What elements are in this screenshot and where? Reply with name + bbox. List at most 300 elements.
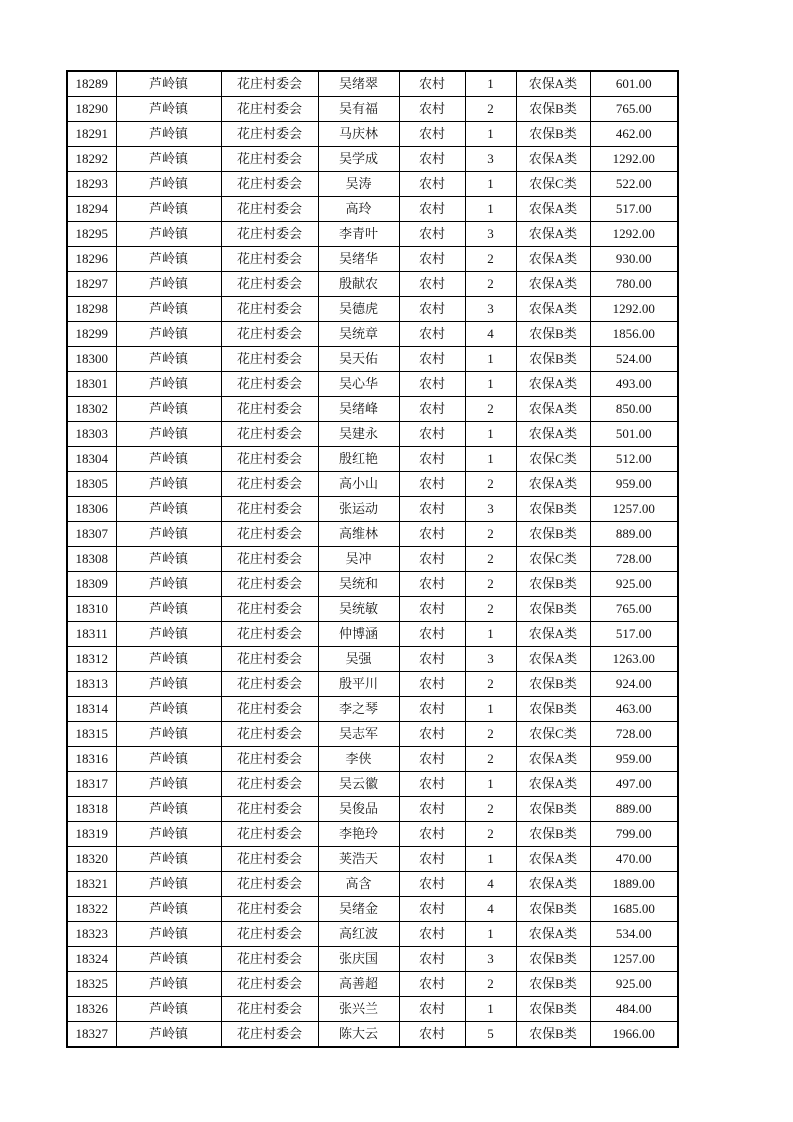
- cell-name: 吴俊品: [318, 797, 399, 822]
- cell-amount: 512.00: [590, 447, 678, 472]
- cell-village: 花庄村委会: [221, 897, 318, 922]
- cell-town: 芦岭镇: [116, 797, 221, 822]
- cell-id: 18290: [67, 97, 116, 122]
- cell-id: 18320: [67, 847, 116, 872]
- cell-id: 18324: [67, 947, 116, 972]
- cell-town: 芦岭镇: [116, 197, 221, 222]
- table-row: [67, 522, 678, 547]
- cell-id: 18321: [67, 872, 116, 897]
- cell-amount: 1292.00: [590, 147, 678, 172]
- cell-residence: 农村: [399, 997, 465, 1022]
- cell-town: 芦岭镇: [116, 697, 221, 722]
- cell-village: 花庄村委会: [221, 472, 318, 497]
- cell-village: 花庄村委会: [221, 147, 318, 172]
- cell-village: 花庄村委会: [221, 747, 318, 772]
- cell-amount: 484.00: [590, 997, 678, 1022]
- cell-category: 农保B类: [516, 697, 590, 722]
- cell-category: 农保B类: [516, 672, 590, 697]
- cell-town: 芦岭镇: [116, 722, 221, 747]
- cell-village: 花庄村委会: [221, 947, 318, 972]
- cell-id: 18297: [67, 272, 116, 297]
- cell-residence: 农村: [399, 822, 465, 847]
- cell-category: 农保C类: [516, 172, 590, 197]
- cell-id: 18323: [67, 922, 116, 947]
- cell-residence: 农村: [399, 697, 465, 722]
- cell-residence: 农村: [399, 597, 465, 622]
- table-row: [67, 322, 678, 347]
- cell-id: 18301: [67, 372, 116, 397]
- cell-name: 马庆林: [318, 122, 399, 147]
- cell-town: 芦岭镇: [116, 347, 221, 372]
- cell-town: 芦岭镇: [116, 372, 221, 397]
- table-body: [67, 71, 678, 1047]
- cell-id: 18319: [67, 822, 116, 847]
- cell-name: 吴学成: [318, 147, 399, 172]
- cell-count: 2: [465, 972, 516, 997]
- cell-town: 芦岭镇: [116, 597, 221, 622]
- cell-name: 吴绪翠: [318, 71, 399, 97]
- cell-id: 18326: [67, 997, 116, 1022]
- cell-id: 18308: [67, 547, 116, 572]
- cell-residence: 农村: [399, 972, 465, 997]
- cell-residence: 农村: [399, 797, 465, 822]
- cell-category: 农保A类: [516, 622, 590, 647]
- cell-name: 张庆国: [318, 947, 399, 972]
- cell-amount: 524.00: [590, 347, 678, 372]
- table-row: [67, 697, 678, 722]
- cell-residence: 农村: [399, 172, 465, 197]
- cell-village: 花庄村委会: [221, 122, 318, 147]
- cell-count: 2: [465, 797, 516, 822]
- cell-village: 花庄村委会: [221, 772, 318, 797]
- cell-id: 18317: [67, 772, 116, 797]
- cell-residence: 农村: [399, 897, 465, 922]
- cell-town: 芦岭镇: [116, 972, 221, 997]
- cell-count: 2: [465, 472, 516, 497]
- cell-village: 花庄村委会: [221, 347, 318, 372]
- cell-id: 18295: [67, 222, 116, 247]
- cell-category: 农保A类: [516, 147, 590, 172]
- cell-amount: 1257.00: [590, 497, 678, 522]
- cell-id: 18303: [67, 422, 116, 447]
- cell-residence: 农村: [399, 847, 465, 872]
- cell-town: 芦岭镇: [116, 647, 221, 672]
- cell-amount: 1966.00: [590, 1022, 678, 1048]
- cell-town: 芦岭镇: [116, 97, 221, 122]
- cell-name: 李艳玲: [318, 822, 399, 847]
- cell-village: 花庄村委会: [221, 672, 318, 697]
- cell-id: 18291: [67, 122, 116, 147]
- cell-id: 18293: [67, 172, 116, 197]
- table-row: [67, 997, 678, 1022]
- table-row: [67, 797, 678, 822]
- cell-category: 农保A类: [516, 372, 590, 397]
- cell-name: 吴绪金: [318, 897, 399, 922]
- table-row: [67, 197, 678, 222]
- cell-amount: 517.00: [590, 622, 678, 647]
- cell-amount: 601.00: [590, 71, 678, 97]
- cell-count: 2: [465, 522, 516, 547]
- table-row: [67, 947, 678, 972]
- table-row: [67, 972, 678, 997]
- table-row: [67, 772, 678, 797]
- cell-amount: 1292.00: [590, 222, 678, 247]
- cell-amount: 1856.00: [590, 322, 678, 347]
- cell-amount: 925.00: [590, 572, 678, 597]
- cell-residence: 农村: [399, 222, 465, 247]
- cell-village: 花庄村委会: [221, 922, 318, 947]
- table-row: [67, 622, 678, 647]
- cell-count: 1: [465, 422, 516, 447]
- cell-category: 农保B类: [516, 797, 590, 822]
- cell-name: 吴有福: [318, 97, 399, 122]
- cell-village: 花庄村委会: [221, 372, 318, 397]
- cell-town: 芦岭镇: [116, 472, 221, 497]
- table-row: [67, 847, 678, 872]
- cell-count: 1: [465, 697, 516, 722]
- cell-residence: 农村: [399, 422, 465, 447]
- cell-amount: 493.00: [590, 372, 678, 397]
- cell-count: 4: [465, 872, 516, 897]
- cell-id: 18294: [67, 197, 116, 222]
- cell-count: 1: [465, 772, 516, 797]
- cell-residence: 农村: [399, 672, 465, 697]
- cell-amount: 463.00: [590, 697, 678, 722]
- cell-town: 芦岭镇: [116, 922, 221, 947]
- cell-id: 18300: [67, 347, 116, 372]
- table-row: [67, 97, 678, 122]
- cell-village: 花庄村委会: [221, 447, 318, 472]
- cell-amount: 780.00: [590, 272, 678, 297]
- cell-town: 芦岭镇: [116, 547, 221, 572]
- cell-name: 吴涛: [318, 172, 399, 197]
- cell-count: 5: [465, 1022, 516, 1048]
- cell-id: 18318: [67, 797, 116, 822]
- cell-amount: 930.00: [590, 247, 678, 272]
- cell-residence: 农村: [399, 1022, 465, 1048]
- table-row: [67, 822, 678, 847]
- cell-count: 3: [465, 947, 516, 972]
- cell-town: 芦岭镇: [116, 122, 221, 147]
- cell-count: 2: [465, 822, 516, 847]
- cell-residence: 农村: [399, 197, 465, 222]
- cell-id: 18306: [67, 497, 116, 522]
- cell-amount: 534.00: [590, 922, 678, 947]
- cell-amount: 889.00: [590, 797, 678, 822]
- cell-amount: 959.00: [590, 747, 678, 772]
- cell-id: 18325: [67, 972, 116, 997]
- cell-category: 农保B类: [516, 497, 590, 522]
- cell-village: 花庄村委会: [221, 647, 318, 672]
- table-row: [67, 872, 678, 897]
- cell-amount: 1257.00: [590, 947, 678, 972]
- cell-id: 18316: [67, 747, 116, 772]
- cell-count: 2: [465, 747, 516, 772]
- cell-name: 吴绪峰: [318, 397, 399, 422]
- cell-category: 农保B类: [516, 897, 590, 922]
- cell-name: 李青叶: [318, 222, 399, 247]
- cell-town: 芦岭镇: [116, 847, 221, 872]
- cell-count: 2: [465, 97, 516, 122]
- cell-town: 芦岭镇: [116, 172, 221, 197]
- cell-name: 吴心华: [318, 372, 399, 397]
- cell-town: 芦岭镇: [116, 522, 221, 547]
- cell-count: 1: [465, 172, 516, 197]
- cell-category: 农保B类: [516, 122, 590, 147]
- cell-village: 花庄村委会: [221, 1022, 318, 1048]
- cell-amount: 497.00: [590, 772, 678, 797]
- cell-amount: 1685.00: [590, 897, 678, 922]
- cell-amount: 501.00: [590, 422, 678, 447]
- table-row: [67, 272, 678, 297]
- cell-id: 18299: [67, 322, 116, 347]
- cell-category: 农保A类: [516, 747, 590, 772]
- cell-name: 吴志军: [318, 722, 399, 747]
- cell-name: 吴德虎: [318, 297, 399, 322]
- cell-residence: 农村: [399, 522, 465, 547]
- cell-village: 花庄村委会: [221, 997, 318, 1022]
- cell-name: 吴绪华: [318, 247, 399, 272]
- cell-name: 高红波: [318, 922, 399, 947]
- cell-village: 花庄村委会: [221, 847, 318, 872]
- cell-count: 2: [465, 247, 516, 272]
- cell-count: 1: [465, 347, 516, 372]
- cell-category: 农保B类: [516, 1022, 590, 1048]
- cell-name: 李侠: [318, 747, 399, 772]
- cell-name: 吴统章: [318, 322, 399, 347]
- cell-category: 农保C类: [516, 547, 590, 572]
- cell-residence: 农村: [399, 722, 465, 747]
- cell-amount: 925.00: [590, 972, 678, 997]
- cell-village: 花庄村委会: [221, 172, 318, 197]
- cell-category: 农保A类: [516, 397, 590, 422]
- table-row: [67, 722, 678, 747]
- cell-amount: 728.00: [590, 547, 678, 572]
- cell-category: 农保B类: [516, 347, 590, 372]
- cell-village: 花庄村委会: [221, 71, 318, 97]
- cell-name: 高善超: [318, 972, 399, 997]
- cell-town: 芦岭镇: [116, 572, 221, 597]
- cell-village: 花庄村委会: [221, 197, 318, 222]
- cell-name: 仲博涵: [318, 622, 399, 647]
- cell-id: 18314: [67, 697, 116, 722]
- cell-category: 农保C类: [516, 722, 590, 747]
- cell-town: 芦岭镇: [116, 71, 221, 97]
- cell-name: 高小山: [318, 472, 399, 497]
- cell-count: 1: [465, 847, 516, 872]
- cell-residence: 农村: [399, 572, 465, 597]
- cell-id: 18296: [67, 247, 116, 272]
- cell-name: 荚浩天: [318, 847, 399, 872]
- cell-town: 芦岭镇: [116, 872, 221, 897]
- cell-residence: 农村: [399, 297, 465, 322]
- cell-category: 农保C类: [516, 447, 590, 472]
- cell-category: 农保A类: [516, 272, 590, 297]
- cell-name: 吴强: [318, 647, 399, 672]
- cell-amount: 850.00: [590, 397, 678, 422]
- cell-category: 农保B类: [516, 322, 590, 347]
- cell-residence: 农村: [399, 947, 465, 972]
- cell-name: 殷献农: [318, 272, 399, 297]
- cell-residence: 农村: [399, 647, 465, 672]
- table-row: [67, 547, 678, 572]
- table-row: [67, 397, 678, 422]
- cell-category: 农保B类: [516, 97, 590, 122]
- cell-count: 1: [465, 922, 516, 947]
- cell-residence: 农村: [399, 272, 465, 297]
- cell-village: 花庄村委会: [221, 422, 318, 447]
- cell-id: 18322: [67, 897, 116, 922]
- cell-residence: 农村: [399, 772, 465, 797]
- cell-category: 农保A类: [516, 772, 590, 797]
- cell-category: 农保A类: [516, 422, 590, 447]
- cell-count: 4: [465, 897, 516, 922]
- cell-id: 18313: [67, 672, 116, 697]
- cell-town: 芦岭镇: [116, 322, 221, 347]
- cell-id: 18289: [67, 71, 116, 97]
- cell-count: 1: [465, 622, 516, 647]
- table-row: [67, 297, 678, 322]
- cell-category: 农保A类: [516, 847, 590, 872]
- cell-category: 农保B类: [516, 972, 590, 997]
- table-row: [67, 597, 678, 622]
- cell-residence: 农村: [399, 447, 465, 472]
- cell-residence: 农村: [399, 247, 465, 272]
- benefits-table: [66, 70, 679, 1048]
- cell-town: 芦岭镇: [116, 272, 221, 297]
- cell-amount: 1889.00: [590, 872, 678, 897]
- cell-amount: 799.00: [590, 822, 678, 847]
- cell-village: 花庄村委会: [221, 397, 318, 422]
- table-row: [67, 172, 678, 197]
- cell-name: 吴建永: [318, 422, 399, 447]
- cell-village: 花庄村委会: [221, 272, 318, 297]
- cell-amount: 517.00: [590, 197, 678, 222]
- cell-town: 芦岭镇: [116, 147, 221, 172]
- cell-name: 高含: [318, 872, 399, 897]
- cell-name: 陈大云: [318, 1022, 399, 1048]
- cell-amount: 462.00: [590, 122, 678, 147]
- cell-category: 农保B类: [516, 522, 590, 547]
- table-row: [67, 647, 678, 672]
- cell-id: 18305: [67, 472, 116, 497]
- cell-id: 18310: [67, 597, 116, 622]
- cell-town: 芦岭镇: [116, 1022, 221, 1048]
- cell-residence: 农村: [399, 322, 465, 347]
- cell-amount: 1292.00: [590, 297, 678, 322]
- cell-id: 18311: [67, 622, 116, 647]
- cell-category: 农保A类: [516, 472, 590, 497]
- cell-village: 花庄村委会: [221, 572, 318, 597]
- cell-residence: 农村: [399, 71, 465, 97]
- cell-category: 农保A类: [516, 71, 590, 97]
- cell-town: 芦岭镇: [116, 622, 221, 647]
- cell-village: 花庄村委会: [221, 797, 318, 822]
- cell-town: 芦岭镇: [116, 497, 221, 522]
- cell-town: 芦岭镇: [116, 422, 221, 447]
- cell-village: 花庄村委会: [221, 547, 318, 572]
- cell-village: 花庄村委会: [221, 622, 318, 647]
- cell-town: 芦岭镇: [116, 672, 221, 697]
- cell-count: 2: [465, 722, 516, 747]
- cell-count: 1: [465, 372, 516, 397]
- cell-amount: 728.00: [590, 722, 678, 747]
- cell-town: 芦岭镇: [116, 772, 221, 797]
- cell-count: 4: [465, 322, 516, 347]
- cell-name: 李之琴: [318, 697, 399, 722]
- cell-village: 花庄村委会: [221, 597, 318, 622]
- cell-count: 2: [465, 272, 516, 297]
- cell-residence: 农村: [399, 397, 465, 422]
- cell-village: 花庄村委会: [221, 247, 318, 272]
- cell-residence: 农村: [399, 372, 465, 397]
- cell-village: 花庄村委会: [221, 322, 318, 347]
- cell-category: 农保B类: [516, 822, 590, 847]
- cell-count: 3: [465, 647, 516, 672]
- cell-count: 1: [465, 997, 516, 1022]
- cell-village: 花庄村委会: [221, 97, 318, 122]
- cell-town: 芦岭镇: [116, 247, 221, 272]
- cell-count: 1: [465, 197, 516, 222]
- cell-category: 农保A类: [516, 922, 590, 947]
- cell-residence: 农村: [399, 347, 465, 372]
- cell-name: 吴冲: [318, 547, 399, 572]
- cell-village: 花庄村委会: [221, 722, 318, 747]
- cell-name: 吴天佑: [318, 347, 399, 372]
- cell-count: 2: [465, 397, 516, 422]
- table-row: [67, 447, 678, 472]
- table-row: [67, 247, 678, 272]
- cell-name: 高玲: [318, 197, 399, 222]
- cell-id: 18302: [67, 397, 116, 422]
- cell-residence: 农村: [399, 872, 465, 897]
- cell-town: 芦岭镇: [116, 947, 221, 972]
- cell-id: 18327: [67, 1022, 116, 1048]
- cell-amount: 959.00: [590, 472, 678, 497]
- cell-village: 花庄村委会: [221, 697, 318, 722]
- cell-town: 芦岭镇: [116, 822, 221, 847]
- cell-amount: 924.00: [590, 672, 678, 697]
- cell-category: 农保A类: [516, 197, 590, 222]
- cell-count: 2: [465, 597, 516, 622]
- cell-amount: 1263.00: [590, 647, 678, 672]
- cell-category: 农保A类: [516, 872, 590, 897]
- cell-residence: 农村: [399, 147, 465, 172]
- cell-category: 农保B类: [516, 597, 590, 622]
- cell-name: 高维林: [318, 522, 399, 547]
- cell-town: 芦岭镇: [116, 747, 221, 772]
- cell-count: 3: [465, 497, 516, 522]
- cell-id: 18298: [67, 297, 116, 322]
- cell-count: 2: [465, 572, 516, 597]
- cell-count: 1: [465, 447, 516, 472]
- cell-name: 吴统和: [318, 572, 399, 597]
- cell-category: 农保A类: [516, 247, 590, 272]
- cell-residence: 农村: [399, 97, 465, 122]
- cell-id: 18309: [67, 572, 116, 597]
- table-row: [67, 922, 678, 947]
- cell-id: 18304: [67, 447, 116, 472]
- cell-category: 农保B类: [516, 572, 590, 597]
- cell-town: 芦岭镇: [116, 397, 221, 422]
- cell-name: 殷红艳: [318, 447, 399, 472]
- cell-category: 农保A类: [516, 297, 590, 322]
- cell-village: 花庄村委会: [221, 522, 318, 547]
- cell-name: 殷平川: [318, 672, 399, 697]
- cell-count: 3: [465, 297, 516, 322]
- table-row: [67, 497, 678, 522]
- table-row: [67, 897, 678, 922]
